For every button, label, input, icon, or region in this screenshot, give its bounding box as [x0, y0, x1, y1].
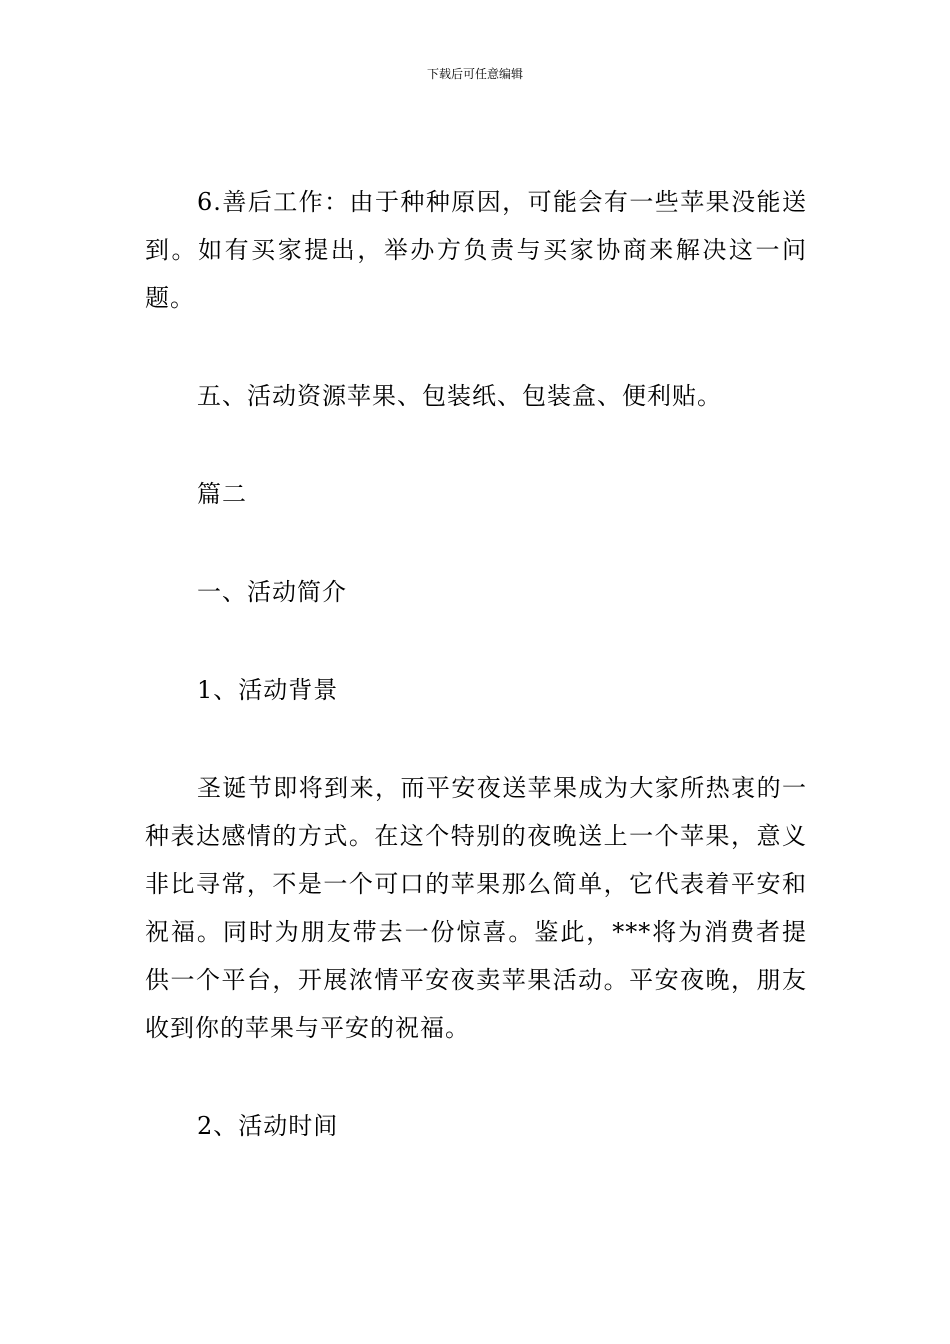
page-header-note: 下载后可任意编辑: [426, 67, 523, 81]
document-body: [145, 178, 807, 1150]
paragraph-aftercare: 6.善后工作：由于种种原因，可能会有一些苹果没能送到。如有买家提出，举办方负责与买家协商来解决这一问题。: [145, 188, 807, 312]
paragraph-background: 圣诞节即将到来，而平安夜送苹果成为大家所热衷的一种表达感情的方式。在这个特别的夜晚送上一个苹果，意义非比寻常，不是一个可口的苹果那么简单，它代表着平安和祝福。同时为朋友带去一份惊喜。鉴此，***将为消费者提供一个平台，开展浓情平安夜卖苹果活动。平安夜晚，朋友收到你的苹果与平安的祝福。: [145, 774, 807, 1042]
heading-activity-background: 1、活动背景: [197, 676, 339, 704]
heading-activity-intro: 一、活动简介: [197, 578, 347, 606]
section-heading-part-two: 篇二: [197, 480, 247, 508]
paragraph-resources: 五、活动资源苹果、包装纸、包装盒、便利贴。: [197, 382, 722, 410]
heading-activity-time: 2、活动时间: [197, 1112, 339, 1140]
